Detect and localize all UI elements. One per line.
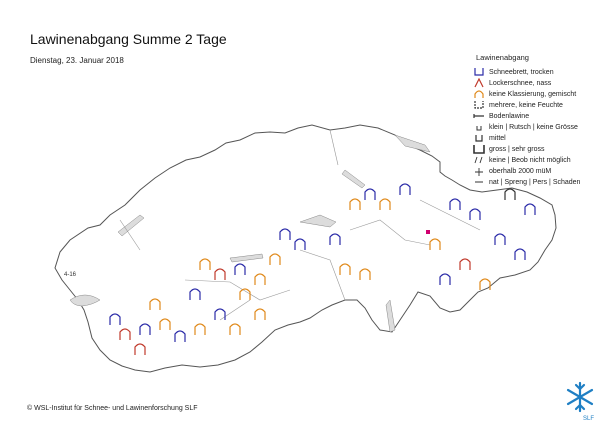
triangle-icon [472,78,486,88]
large-bracket-icon [472,144,486,154]
legend-label: keine | Beob nicht möglich [489,157,571,164]
legend-label: Bodenlawine [489,113,530,120]
legend-item-small [470,122,610,133]
legend-item-medium [470,133,610,144]
trigger-icon [472,177,486,187]
legend-label: nat | Spreng | Pers | Schaden [489,179,581,186]
legend-label: keine Klassierung, gemischt [489,91,577,98]
red-marker [426,230,430,234]
flat-line-icon [472,111,486,121]
medium-bracket-icon [472,133,486,143]
map-title: Lawinenabgang Summe 2 Tage [30,31,227,47]
legend-item-wet [470,78,610,89]
altitude-icon [472,166,486,176]
legend-item-unknown [470,155,610,166]
tick-icon [472,155,486,165]
legend-item-ground [470,111,610,122]
bracket-icon [472,67,486,77]
legend-item-large [470,144,610,155]
legend-label: mittel [489,135,506,142]
legend-label: Lockerschnee, nass [489,80,552,87]
legend-item-trigger [470,177,610,188]
slf-snowflake-logo-icon [563,380,597,422]
legend-title: Lawinenabgang [476,53,529,62]
legend-label: Schneebrett, trocken [489,69,554,76]
legend-label: gross | sehr gross [489,146,545,153]
station-label: 4-16 [64,272,77,278]
legend-label: oberhalb 2000 müM [489,168,552,175]
map-date: Dienstag, 23. Januar 2018 [30,56,124,65]
legend-item-altitude [470,166,610,177]
legend-item-mixed [470,89,610,100]
legend-label: klein | Rutsch | keine Grösse [489,124,578,131]
small-bracket-icon [472,122,486,132]
logo-text: SLF [583,416,595,422]
arch-icon [472,89,486,99]
legend-item-multiple [470,100,610,111]
copyright-notice: © WSL-Institut für Schnee- und Lawinenforschung SLF [27,405,198,412]
legend-label: mehrere, keine Feuchte [489,102,563,109]
dashed-bracket-icon [472,100,486,110]
legend-item-dry [470,67,610,78]
